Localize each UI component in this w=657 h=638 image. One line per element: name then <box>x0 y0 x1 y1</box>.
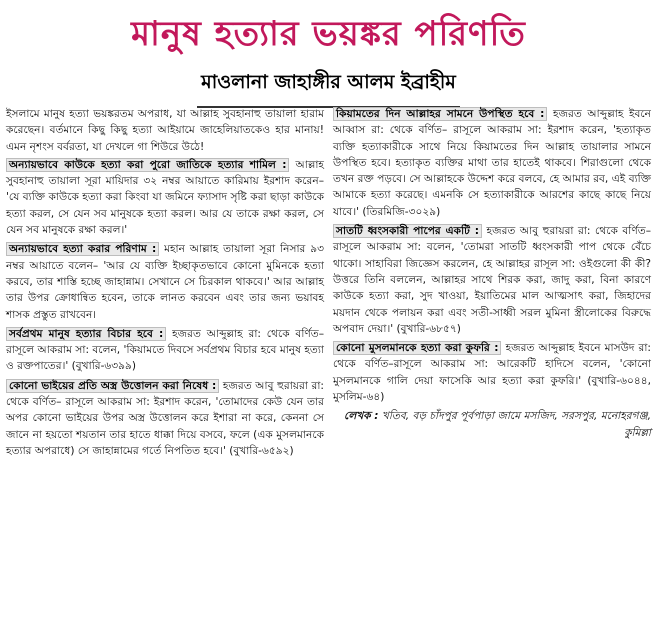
section-paragraph <box>333 106 651 220</box>
author-note <box>333 408 651 441</box>
section-paragraph <box>333 340 651 405</box>
intro-paragraph: ইসলামে মানুষ হত্যা ভয়ঙ্করতম অপরাধ, যা আল্লাহ সুবহানাহু তায়ালা হারাম করেছেন। বর্তমানে কিছু কিছু হত্যা আইয়ামে জাহেলিয়াতকেও হার মানায়! এমন নৃশংস বর্বরতা, যা দেখলে গা শিউরে উঠে! <box>6 108 324 153</box>
section-paragraph <box>333 223 651 337</box>
section-heading: সর্বপ্রথম মানুষ হত্যার বিচার হবে : <box>6 327 166 341</box>
section-heading: কোনো ভাইয়ের প্রতি অস্ত্র উত্তোলন করা নিষেধ : <box>6 379 219 393</box>
section-body: হজরত আবু হুরায়রা রা: থেকে বর্ণিত– রাসূলে আকরাম সা: ইরশাদ করেন, 'তোমাদের কেউ যেন তার অপর কোনো ভাইয়ের উপর অস্ত্র উত্তোলন করে ইশারা না করে, কেননা সে জানে না হয়তো শয়তান তার হাতে ধাক্কা দিয়ে বসবে, ফলে (এক মুসলমানকে হত্যার অপরাধে) সে জাহান্নামের গর্তে নিপতিত হবে।' (বুখারি-৬৫৯২) <box>6 379 324 457</box>
author-details: খতিব, বড় চাঁদপুর পূর্বপাড়া জামে মসজিদ, সরসপুর, মনোহরগঞ্জ, কুমিল্লা <box>378 410 651 439</box>
section-heading: সাতটি ধ্বংসকারী পাপের একটি : <box>333 224 482 238</box>
section-paragraph <box>6 241 324 322</box>
section-heading: কিয়ামতের দিন আল্লাহর সামনে উপস্থিত হবে : <box>333 107 547 121</box>
author-byline: মাওলানা জাহাঙ্গীর আলম ইব্রাহীম <box>197 66 460 108</box>
section-heading: কোনো মুসলমানকে হত্যা করা কুফরি : <box>333 341 501 355</box>
left-column <box>6 106 324 462</box>
byline-container <box>6 66 651 100</box>
article-title: মানুষ হত্যার ভয়ঙ্কর পরিণতি <box>131 14 526 54</box>
section-body: হজরত আব্দুল্লাহ ইবনে মাসউদ রা: থেকে বর্ণিত–রাসূলে আকরাম সা: আরেকটি হাদিসে বলেন, 'কোনো মুসলমানকে গালি দেয়া ফাসেকি আর হত্যা করা কুফরি।' (বুখারি-৬০৪৪, মুসলিম-৬৪) <box>333 342 651 404</box>
author-label: লেখক : <box>344 410 379 423</box>
section-body: হজরত আব্দুল্লাহ ইবনে আব্বাস রা: থেকে বর্ণিত– রাসূলে আকরাম সা: ইরশাদ করেন, 'হত্যাকৃত ব্যক্তি হত্যাকারীকে সাথে নিয়ে কিয়ামতের দিন আল্লাহ তায়ালার সামনে উপস্থিত হবে। হত্যাকৃত ব্যক্তির মাথা তার হাতেই থাকবে। শিরাগুলো থেকে তখন রক্ত পড়বে। সে আল্লাহকে উদ্দেশ করে বলবে, হে আমার রব, এই ব্যক্তি আমাকে হত্যা করেছে। এমনকি সে হত্যাকারীকে আরশের কাছে কাছে নিয়ে যাবে।' (তিরমিজি-৩০২৯) <box>333 108 651 218</box>
article-columns <box>6 106 651 462</box>
section-body: মহান আল্লাহ তায়ালা সূরা নিসার ৯৩ নম্বর আয়াতে বলেন– 'আর যে ব্যক্তি ইচ্ছাকৃতভাবে কোনো মুমিনকে হত্যা করবে, তার শাস্তি হচ্ছে জাহান্নাম। সেখানে সে চিরকাল থাকবে।' আর আল্লাহ তার উপর ক্রোধান্বিত হবেন, তাকে লানত করবেন এবং তার জন্য ভয়াবহ শাসক প্রস্তুত রাখবেন। <box>6 243 324 321</box>
section-body: আল্লাহ সুবহানাহু তায়ালা সূরা মায়িদার ৩২ নম্বর আয়াতে কারিমায় ইরশাদ করেন– 'যে ব্যক্তি কাউকে হত্যা করা কিংবা যা জমিনে ফ্যাসাদ সৃষ্টি করা ছাড়া কাউকে হত্যা করল, সে যেন সব মানুষকে হত্যা করল। আর যে তাকে রক্ষা করল, সে যেন সব মানুষকে রক্ষা করল।' <box>6 158 324 237</box>
section-paragraph <box>6 157 324 238</box>
right-column <box>333 106 651 462</box>
section-body: হজরত আবু হুরায়রা রা: থেকে বর্ণিত– রাসূলে আকরাম সা: বলেন, 'তোমরা সাতটি ধ্বংসকারী পাপ থেকে বেঁচে থাকো। সাহাবিরা জিজ্ঞেস করলেন, হে আল্লাহর রাসূল সা: ওইগুলো কী কী? উত্তরে তিনি বললেন, আল্লাহর সাথে শিরক করা, জাদু করা, বিনা কারণে কাউকে হত্যা করা, সুদ খাওয়া, ইয়াতিমের মাল আত্মসাৎ করা, জিহাদের ময়দান থেকে পলায়ন করা এবং সতী-সাধ্বী সরল মুমিনা স্ত্রীলোকের বিরুদ্ধে অপবাদ দেয়া।' (বুখারি-৬৮৫৭) <box>333 225 651 335</box>
section-heading: অন্যায়ভাবে হত্যা করার পরিণাম : <box>6 242 159 256</box>
section-heading: অন্যায়ভাবে কাউকে হত্যা করা পুরো জাতিকে হত্যার শামিল : <box>6 158 289 172</box>
section-paragraph <box>6 326 324 375</box>
section-body: হজরত আব্দুল্লাহ রা: থেকে বর্ণিত– রাসূলে আকরাম সা: বলেন, 'কিয়ামতে দিবসে সর্বপ্রথম বিচার হবে মানুষ হত্যা ও রক্তপাতের।' (বুখারি-৬৩৯৯) <box>6 327 325 373</box>
section-paragraph <box>6 378 324 459</box>
